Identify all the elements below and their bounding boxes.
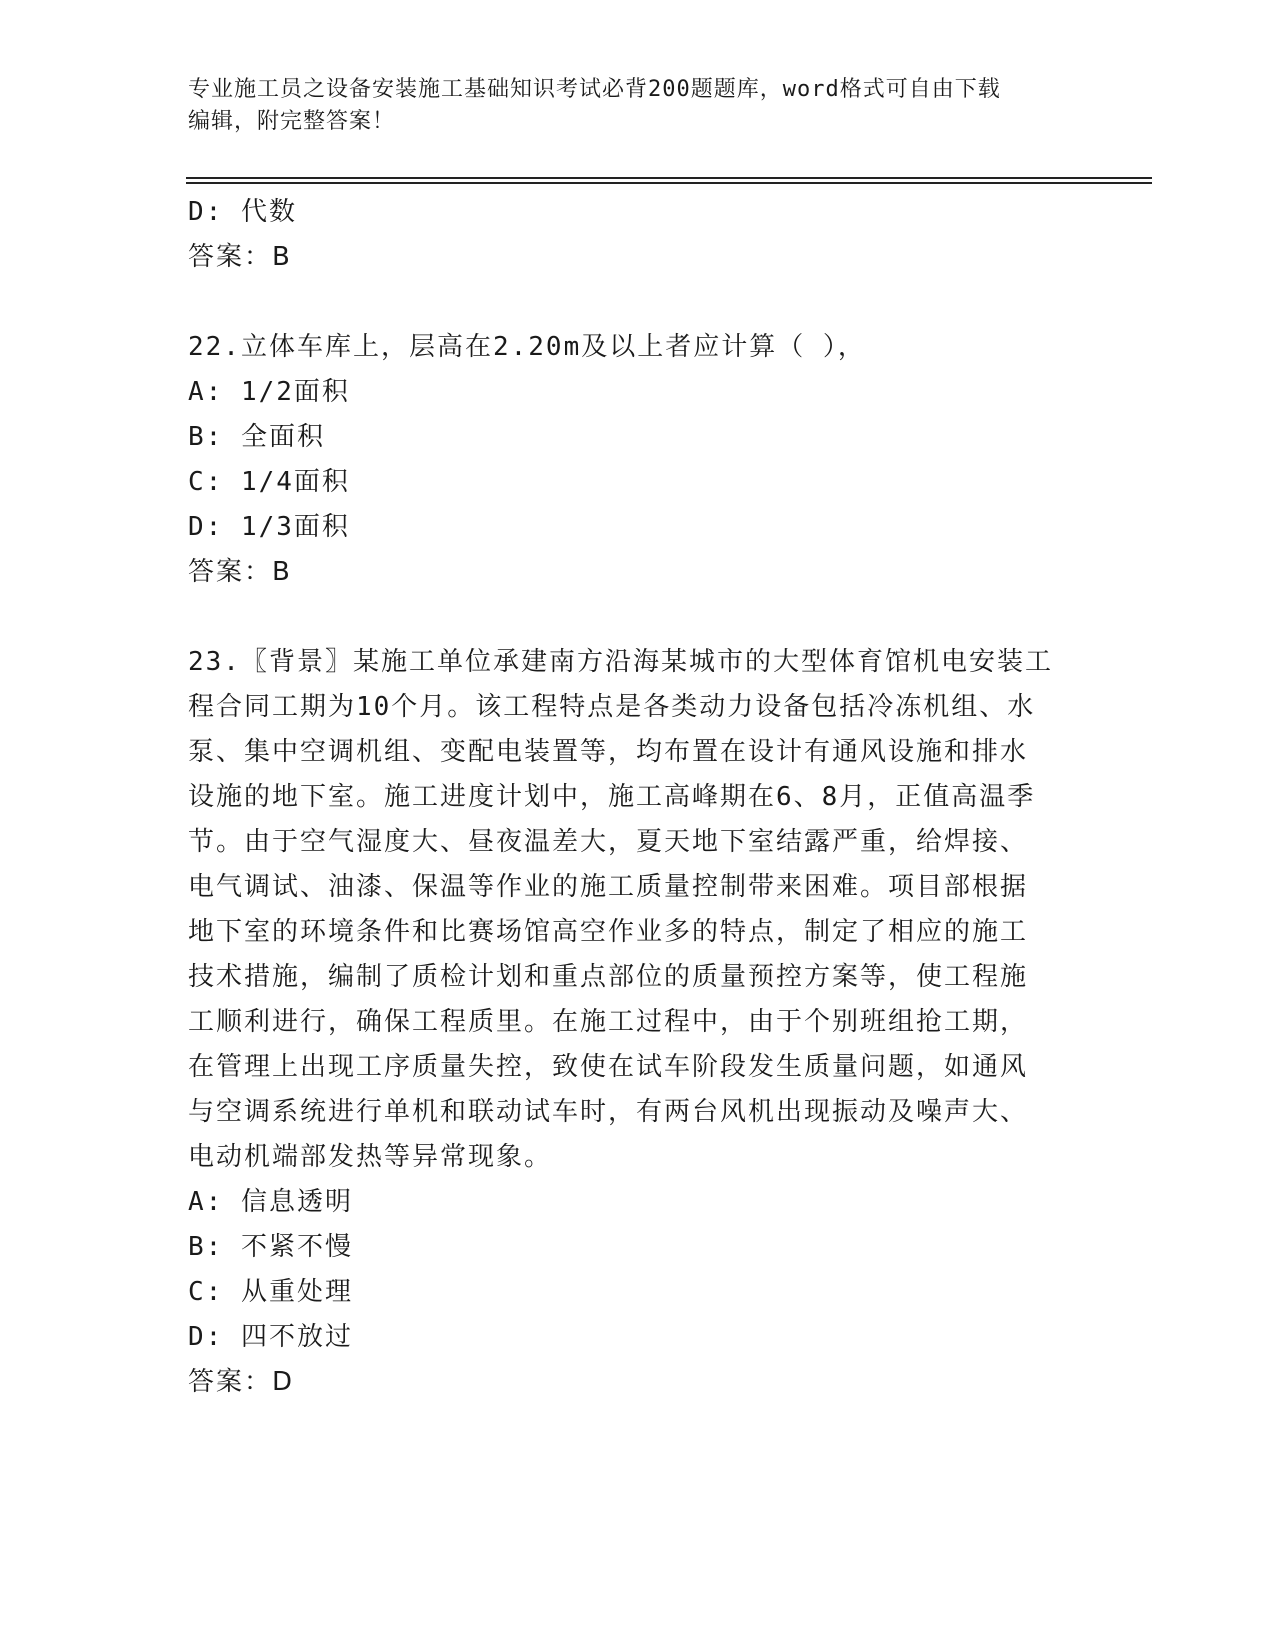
q21-answer: 答案：B — [188, 242, 292, 272]
q23-option-c: C: 从重处理 — [188, 1277, 353, 1307]
header-title-line-2: 编辑，附完整答案！ — [188, 109, 396, 134]
q23-stem-line: 电动机端部发热等异常现象。 — [188, 1142, 553, 1172]
q23-stem-line: 23.〖背景〗某施工单位承建南方沿海某城市的大型体育馆机电安装工 — [188, 647, 1053, 677]
header-title-line-1: 专业施工员之设备安装施工基础知识考试必背200题题库，word格式可自由下载 — [188, 77, 1001, 102]
q23-stem-line: 设施的地下室。施工进度计划中，施工高峰期在6、8月，正值高温季 — [188, 782, 1036, 812]
header-divider-bottom — [186, 182, 1152, 184]
q23-stem-line: 泵、集中空调机组、变配电装置等，均布置在设计有通风设施和排水 — [188, 737, 1029, 767]
q23-stem-line: 工顺利进行，确保工程质里。在施工过程中，由于个别班组抢工期， — [188, 1007, 1029, 1037]
q23-stem-line: 与空调系统进行单机和联动试车时，有两台风机出现振动及噪声大、 — [188, 1097, 1029, 1127]
q23-option-d: D: 四不放过 — [188, 1322, 353, 1352]
header-divider-top — [186, 177, 1152, 179]
q23-option-b: B: 不紧不慢 — [188, 1232, 353, 1262]
document-header — [188, 74, 1068, 138]
q23-stem-line: 地下室的环境条件和比赛场馆高空作业多的特点，制定了相应的施工 — [188, 917, 1029, 947]
q22-option-b: B: 全面积 — [188, 422, 325, 452]
spacer — [188, 595, 1088, 640]
q23-stem-line: 节。由于空气湿度大、昼夜温差大，夏天地下室结露严重，给焊接、 — [188, 827, 1029, 857]
q23-option-a: A: 信息透明 — [188, 1187, 353, 1217]
q22-stem: 22.立体车库上，层高在2.20m及以上者应计算（ ）， — [188, 332, 866, 362]
q23-stem-line: 电气调试、油漆、保温等作业的施工质量控制带来困难。项目部根据 — [188, 872, 1029, 902]
q23-stem — [188, 640, 1088, 1180]
q23-stem-line: 在管理上出现工序质量失控，致使在试车阶段发生质量问题，如通风 — [188, 1052, 1029, 1082]
spacer — [188, 280, 1088, 325]
q22-option-a: A: 1/2面积 — [188, 377, 350, 407]
q23-stem-line: 技术措施，编制了质检计划和重点部位的质量预控方案等，使工程施 — [188, 962, 1029, 992]
q21-option-d: D: 代数 — [188, 197, 297, 227]
q23-stem-line: 程合同工期为10个月。该工程特点是各类动力设备包括冷冻机组、水 — [188, 692, 1036, 722]
question-content — [188, 190, 1088, 1405]
q23-answer: 答案：D — [188, 1367, 295, 1397]
q22-option-c: C: 1/4面积 — [188, 467, 350, 497]
q22-option-d: D: 1/3面积 — [188, 512, 350, 542]
q22-answer: 答案：B — [188, 557, 292, 587]
